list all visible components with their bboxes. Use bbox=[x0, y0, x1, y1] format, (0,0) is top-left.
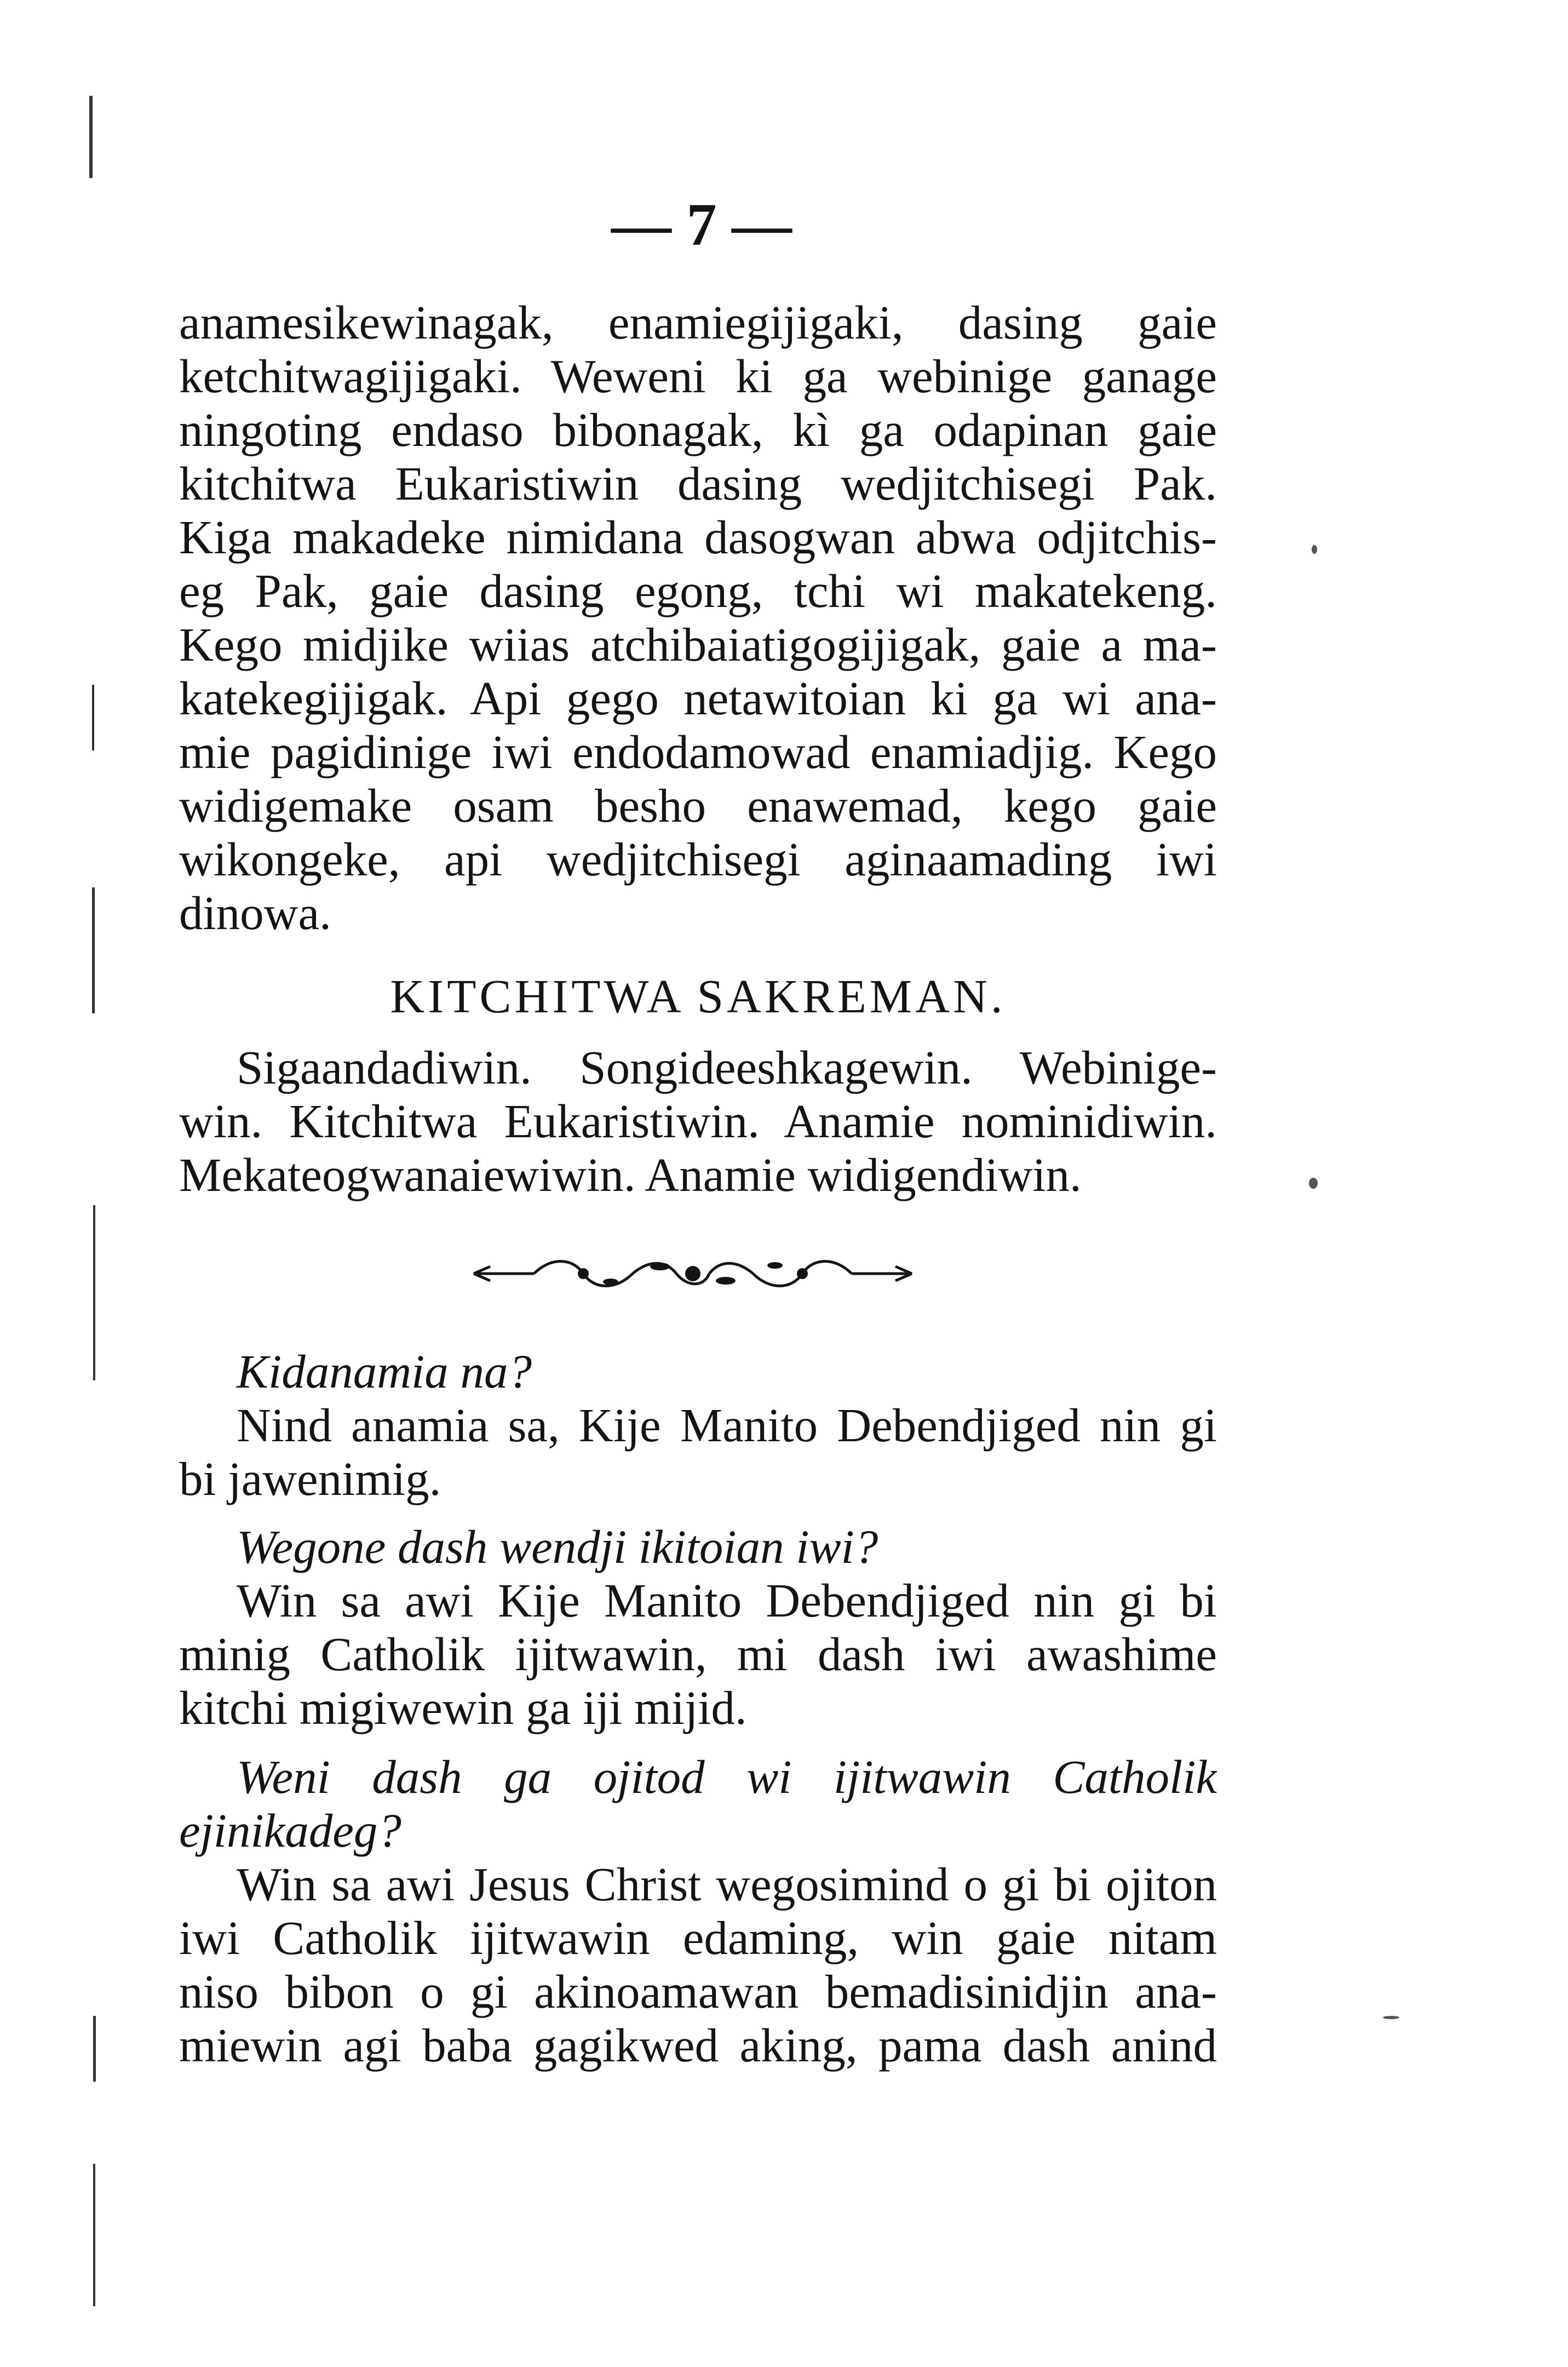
text-line: Mekateogwanaiewiwin. Anamie widigendiwin. bbox=[179, 1148, 1082, 1201]
text-line: Kego midjike wiias atchibaiatigogijigak, gaie a ma- bbox=[179, 618, 1217, 671]
answer-line: Win sa awi Kije Manito Debendjiged nin gi bi bbox=[237, 1574, 1217, 1627]
answer-line: kitchi migiwewin ga iji mijid. bbox=[179, 1681, 747, 1734]
answer-line: Nind anamia sa, Kije Manito Debendjiged nin gi bbox=[237, 1399, 1217, 1452]
text-line: mie pagidinige iwi endodamowad enamiadjig. Kego bbox=[179, 725, 1217, 778]
scan-margin-mark bbox=[93, 2164, 95, 2306]
scan-margin-mark bbox=[92, 685, 94, 750]
text-line: katekegijigak. Api gego netawitoian ki ga wi ana- bbox=[179, 672, 1217, 725]
text-line: widigemake osam besho enawemad, kego gaie bbox=[179, 779, 1217, 832]
answer-line: bi jawenimig. bbox=[179, 1452, 441, 1505]
answer-line: miewin agi baba gagikwed aking, pama dash anind bbox=[179, 2019, 1217, 2072]
scan-margin-mark bbox=[93, 1205, 95, 1380]
text-line: Kiga makadeke nimidana dasogwan abwa odjitchis- bbox=[179, 511, 1217, 564]
scan-margin-mark bbox=[89, 96, 93, 178]
catechism-item-3 bbox=[179, 1750, 1217, 2072]
question-line: Weni dash ga ojitod wi ijitwawin Catholik bbox=[237, 1750, 1217, 1803]
question-line: Kidanamia na? bbox=[237, 1345, 532, 1398]
answer-line: niso bibon o gi akinoamawan bemadisinidjin ana- bbox=[179, 1965, 1217, 2018]
answer-line: iwi Catholik ijitwawin edaming, win gaie nitam bbox=[179, 1911, 1217, 1964]
text-line: anamesikewinagak, enamiegijigaki, dasing gaie bbox=[179, 296, 1217, 349]
text-line: kitchitwa Eukaristiwin dasing wedjitchisegi Pak. bbox=[179, 457, 1217, 510]
paragraph-1 bbox=[179, 296, 1217, 940]
question-line: Wegone dash wendji ikitoian iwi? bbox=[237, 1520, 878, 1573]
ornamental-divider bbox=[468, 1254, 917, 1293]
question-line: ejinikadeg? bbox=[179, 1804, 401, 1857]
text-line: eg Pak, gaie dasing egong, tchi wi makatekeng. bbox=[179, 564, 1217, 617]
scan-margin-mark bbox=[93, 2016, 96, 2082]
scan-speck bbox=[1383, 2016, 1399, 2019]
text-line: dinowa. bbox=[179, 886, 331, 939]
text-line: ningoting endaso bibonagak, kì ga odapinan gaie bbox=[179, 403, 1217, 456]
answer-line: Win sa awi Jesus Christ wegosimind o gi bi ojiton bbox=[237, 1858, 1217, 1911]
scan-speck bbox=[1312, 545, 1317, 554]
section-heading: KITCHITWA SAKREMAN. bbox=[390, 970, 1006, 1023]
text-line: win. Kitchitwa Eukaristiwin. Anamie nominidiwin. bbox=[179, 1094, 1217, 1148]
scan-margin-mark bbox=[92, 887, 95, 1013]
sacraments-list bbox=[179, 1041, 1217, 1202]
answer-line: minig Catholik ijitwawin, mi dash iwi awashime bbox=[179, 1627, 1217, 1681]
text-line: wikongeke, api wedjitchisegi aginaamading iwi bbox=[179, 833, 1217, 886]
catechism-item-1 bbox=[179, 1345, 1217, 1506]
page-number: — 7 — bbox=[611, 191, 792, 258]
text-line: ketchitwagijigaki. Weweni ki ga webinige ganage bbox=[179, 349, 1217, 403]
text-line: Sigaandadiwin. Songideeshkagewin. Webinige- bbox=[237, 1041, 1217, 1094]
catechism-item-2 bbox=[179, 1520, 1217, 1735]
scan-speck bbox=[1309, 1178, 1318, 1189]
